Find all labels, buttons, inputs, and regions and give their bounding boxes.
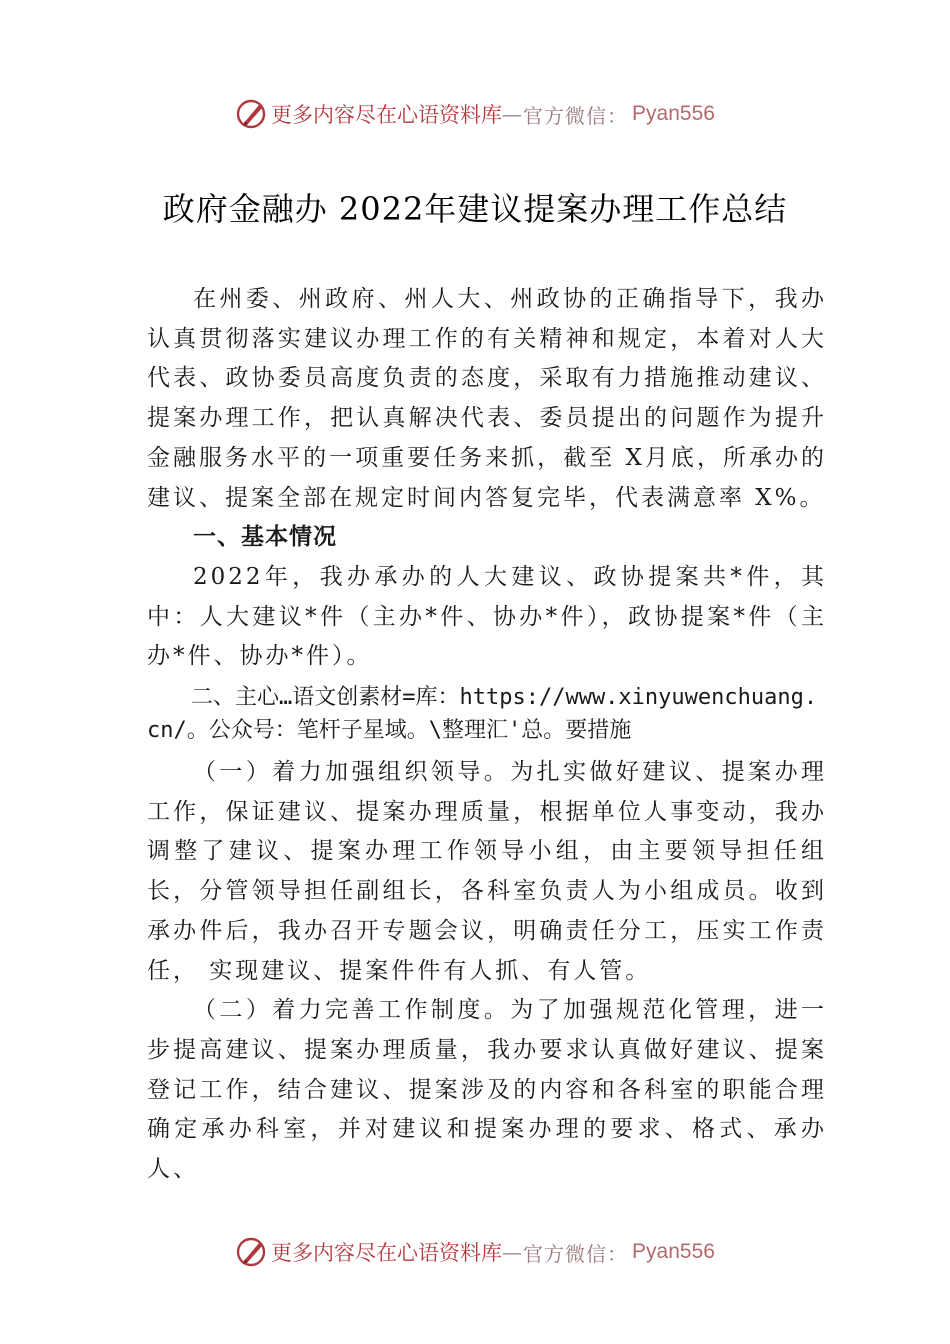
section-heading-basic: 一、基本情况 [193, 524, 337, 551]
separator-dash: — [502, 102, 524, 126]
watermark-paragraph: 二、主心…语文创素材=库：https://www.xinyuwenchuang.cn/。公众号：笔杆子星域。\整理汇'总。要措施 [147, 685, 818, 744]
measure-one-paragraph: （一）着力加强组织领导。为扎实做好建议、提案办理工作，保证建议、提案办理质量，根据单位人事变动，我办调整了建议、提案办理工作领导小组，由主要领导担任组长，分管领导担任副组长，各科室负责人为小组成员。收到承办件后，我办召开专题会议，明确责任分工，压实工作责任， 实现建议、提案件件有人抓、有人管。 [147, 759, 827, 984]
basic-situation-paragraph: 2022年，我办承办的人大建议、政协提案共*件，其中：人大建议*件（主办*件、协办*件），政协提案*件（主办*件、协办*件）。 [147, 563, 827, 670]
official-wechat-label: 官方微信： [523, 103, 629, 128]
intro-paragraph: 在州委、州政府、州人大、州政协的正确指导下，我办认真贯彻落实建议办理工作的有关精神和规定，本着对人大代表、政协委员高度负责的态度，采取有力措施推动建议、 提案办理工作，把认真解决代表、委员提出的问题作为提升金融服务水平的一项重要任务来抓，截至 X月底，所承办的建议、提案全部在规定时间内答复完毕，代表满意率 X%。 [147, 286, 827, 511]
document-body [147, 280, 827, 1190]
pen-seal-icon [235, 97, 269, 131]
header-banner [0, 94, 950, 134]
measure-two-paragraph: （二）着力完善工作制度。为了加强规范化管理，进一步提高建议、提案办理质量，我办要求认真做好建议、提案登记工作，结合建议、提案涉及的内容和各科室的职能合理确定承办科室，并对建议和提案办理的要求、格式、承办人、 [147, 997, 827, 1183]
brand-text: 更多内容尽在心语资料库 [271, 1241, 503, 1265]
separator-dash: — [502, 1240, 524, 1264]
official-wechat-label: 官方微信： [523, 1241, 629, 1266]
brand-text: 更多内容尽在心语资料库 [271, 103, 503, 127]
pen-seal-icon [235, 1235, 269, 1269]
wechat-id: Pyan556 [632, 102, 715, 125]
footer-banner [0, 1232, 950, 1272]
wechat-id: Pyan556 [632, 1240, 715, 1263]
document-title: 政府金融办 2022年建议提案办理工作总结 [162, 190, 788, 228]
